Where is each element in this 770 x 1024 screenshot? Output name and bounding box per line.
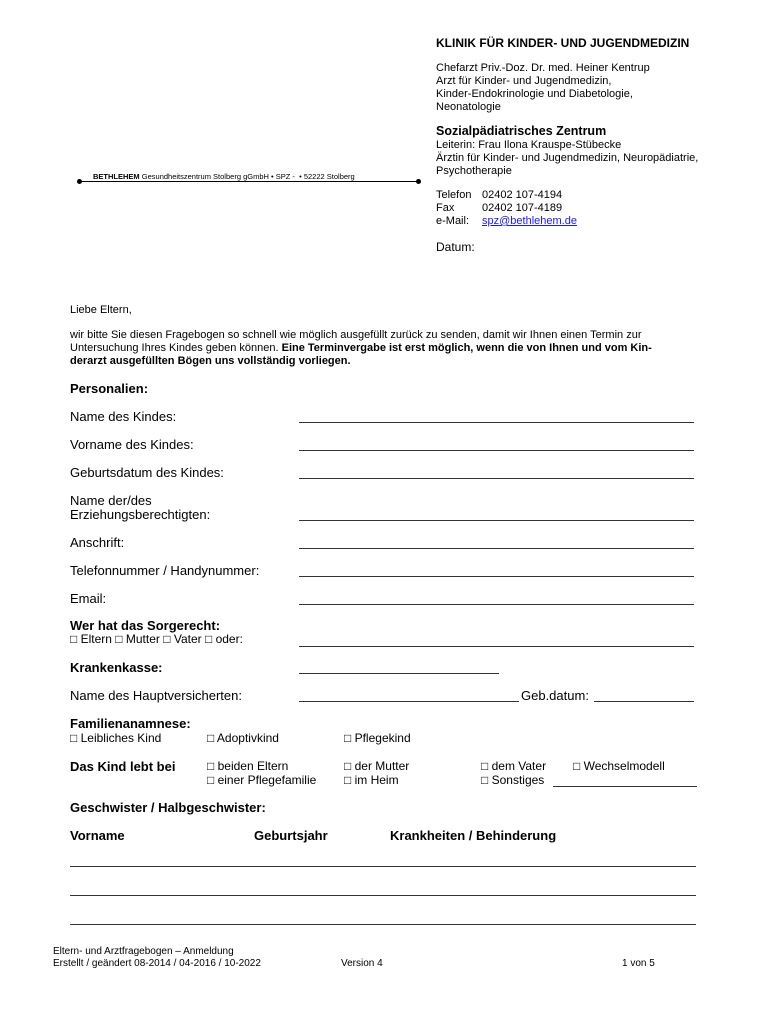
custody-other-field[interactable] (299, 646, 694, 647)
child-name-label: Name des Kindes: (70, 409, 177, 424)
letter-line-1: wir bitte Sie diesen Fragebogen so schnell wie möglich ausgefüllt zurück zu senden, damit wir Ihnen einen Termin zur (70, 329, 642, 341)
siblings-col-firstname: Vorname (70, 828, 125, 843)
living-foster-family-checkbox[interactable]: □ einer Pflegefamilie (207, 773, 317, 787)
living-other-checkbox[interactable]: □ Sonstiges (481, 773, 545, 787)
child-birthdate-field[interactable] (299, 478, 694, 479)
custody-options (70, 632, 243, 646)
insured-birthdate-label: Geb.datum: (521, 688, 589, 703)
fax-label: Fax (436, 202, 455, 214)
date-label: Datum: (436, 240, 475, 254)
sibling-row-1-field[interactable] (70, 866, 696, 867)
center-title: Sozialpädiatrisches Zentrum (436, 124, 607, 138)
address-label: Anschrift: (70, 535, 125, 550)
center-line-1: Leiterin: Frau Ilona Krauspe-Stübecke (436, 139, 622, 151)
sibling-row-3-field[interactable] (70, 924, 696, 925)
living-other-field[interactable] (553, 786, 697, 787)
letter-line-3: derarzt ausgefüllten Bögen uns vollständig vorliegen. (70, 355, 351, 367)
clinic-title: KLINIK FÜR KINDER- UND JUGENDMEDIZIN (436, 36, 690, 50)
chief-line-3: Kinder-Endokrinologie und Diabetologie, (436, 88, 633, 100)
email-field[interactable] (299, 604, 694, 605)
living-father-checkbox[interactable]: □ dem Vater (481, 759, 547, 773)
main-insured-field[interactable] (299, 701, 519, 702)
guardian-label-1: Name der/des (70, 493, 152, 508)
custody-mutter-checkbox[interactable]: □ Mutter (115, 632, 160, 646)
address-field[interactable] (299, 548, 694, 549)
family-biological-checkbox[interactable]: □ Leibliches Kind (70, 731, 162, 745)
living-home-checkbox[interactable]: □ im Heim (344, 773, 399, 787)
phone-number-field[interactable] (299, 576, 694, 577)
phone-value: 02402 107-4194 (482, 189, 563, 201)
child-name-field[interactable] (299, 422, 694, 423)
siblings-col-illness: Krankheiten / Behinderung (390, 828, 557, 843)
footer-created: Erstellt / geändert 08-2014 / 04-2016 / 10-2022 (53, 958, 261, 969)
chief-line-4: Neonatologie (436, 101, 501, 113)
letter-line-2: Untersuchung Ihres Kindes geben können. Eine Terminvergabe ist erst möglich, wenn die von Ihnen und vom Kin- (70, 342, 652, 354)
salutation: Liebe Eltern, (70, 304, 132, 316)
footer-title: Eltern- und Arztfragebogen – Anmeldung (53, 946, 234, 957)
guardian-label-2: Erziehungsberechtigten: (70, 507, 211, 522)
siblings-col-birthyear: Geburtsjahr (254, 828, 328, 843)
custody-heading: Wer hat das Sorgerecht: (70, 618, 221, 633)
sibling-row-2-field[interactable] (70, 895, 696, 896)
personal-heading: Personalien: (70, 381, 149, 396)
fax-value: 02402 107-4189 (482, 202, 563, 214)
guardian-field[interactable] (299, 520, 694, 521)
sender-address: BETHLEHEM Gesundheitszentrum Stolberg gGmbH • SPZ - • 52222 Stolberg (93, 172, 355, 181)
family-adoptive-checkbox[interactable]: □ Adoptivkind (207, 731, 279, 745)
email-field-label: Email: (70, 591, 107, 606)
insurance-field[interactable] (299, 673, 499, 674)
living-both-parents-checkbox[interactable]: □ beiden Eltern (207, 759, 289, 773)
child-first-name-field[interactable] (299, 450, 694, 451)
footer-page-number: 1 von 5 (622, 958, 655, 969)
child-birthdate-label: Geburtsdatum des Kindes: (70, 465, 224, 480)
phone-number-label: Telefonnummer / Handynummer: (70, 563, 260, 578)
custody-other-checkbox[interactable]: □ oder: (204, 632, 243, 646)
siblings-heading: Geschwister / Halbgeschwister: (70, 800, 266, 815)
child-first-name-label: Vorname des Kindes: (70, 437, 194, 452)
sender-dot-right (416, 179, 421, 184)
custody-eltern-checkbox[interactable]: □ Eltern (70, 632, 112, 646)
main-insured-label: Name des Hauptversicherten: (70, 688, 242, 703)
living-heading: Das Kind lebt bei (70, 759, 176, 774)
chief-line-2: Arzt für Kinder- und Jugendmedizin, (436, 75, 612, 87)
insured-birthdate-field[interactable] (594, 701, 694, 702)
chief-line-1: Chefarzt Priv.-Doz. Dr. med. Heiner Kentrup (436, 62, 650, 74)
family-foster-checkbox[interactable]: □ Pflegekind (344, 731, 411, 745)
center-line-3: Psychotherapie (436, 165, 512, 177)
phone-label: Telefon (436, 189, 472, 201)
footer-version: Version 4 (341, 958, 383, 969)
center-line-2: Ärztin für Kinder- und Jugendmedizin, Neuropädiatrie, (436, 152, 699, 164)
living-mother-checkbox[interactable]: □ der Mutter (344, 759, 410, 773)
insurance-heading: Krankenkasse: (70, 660, 163, 675)
custody-vater-checkbox[interactable]: □ Vater (163, 632, 202, 646)
email-label: e-Mail: (436, 215, 470, 227)
family-heading: Familienanamnese: (70, 716, 191, 731)
sender-rule (80, 181, 420, 182)
email-link[interactable]: spz@bethlehem.de (482, 215, 577, 227)
living-alternating-checkbox[interactable]: □ Wechselmodell (573, 759, 665, 773)
